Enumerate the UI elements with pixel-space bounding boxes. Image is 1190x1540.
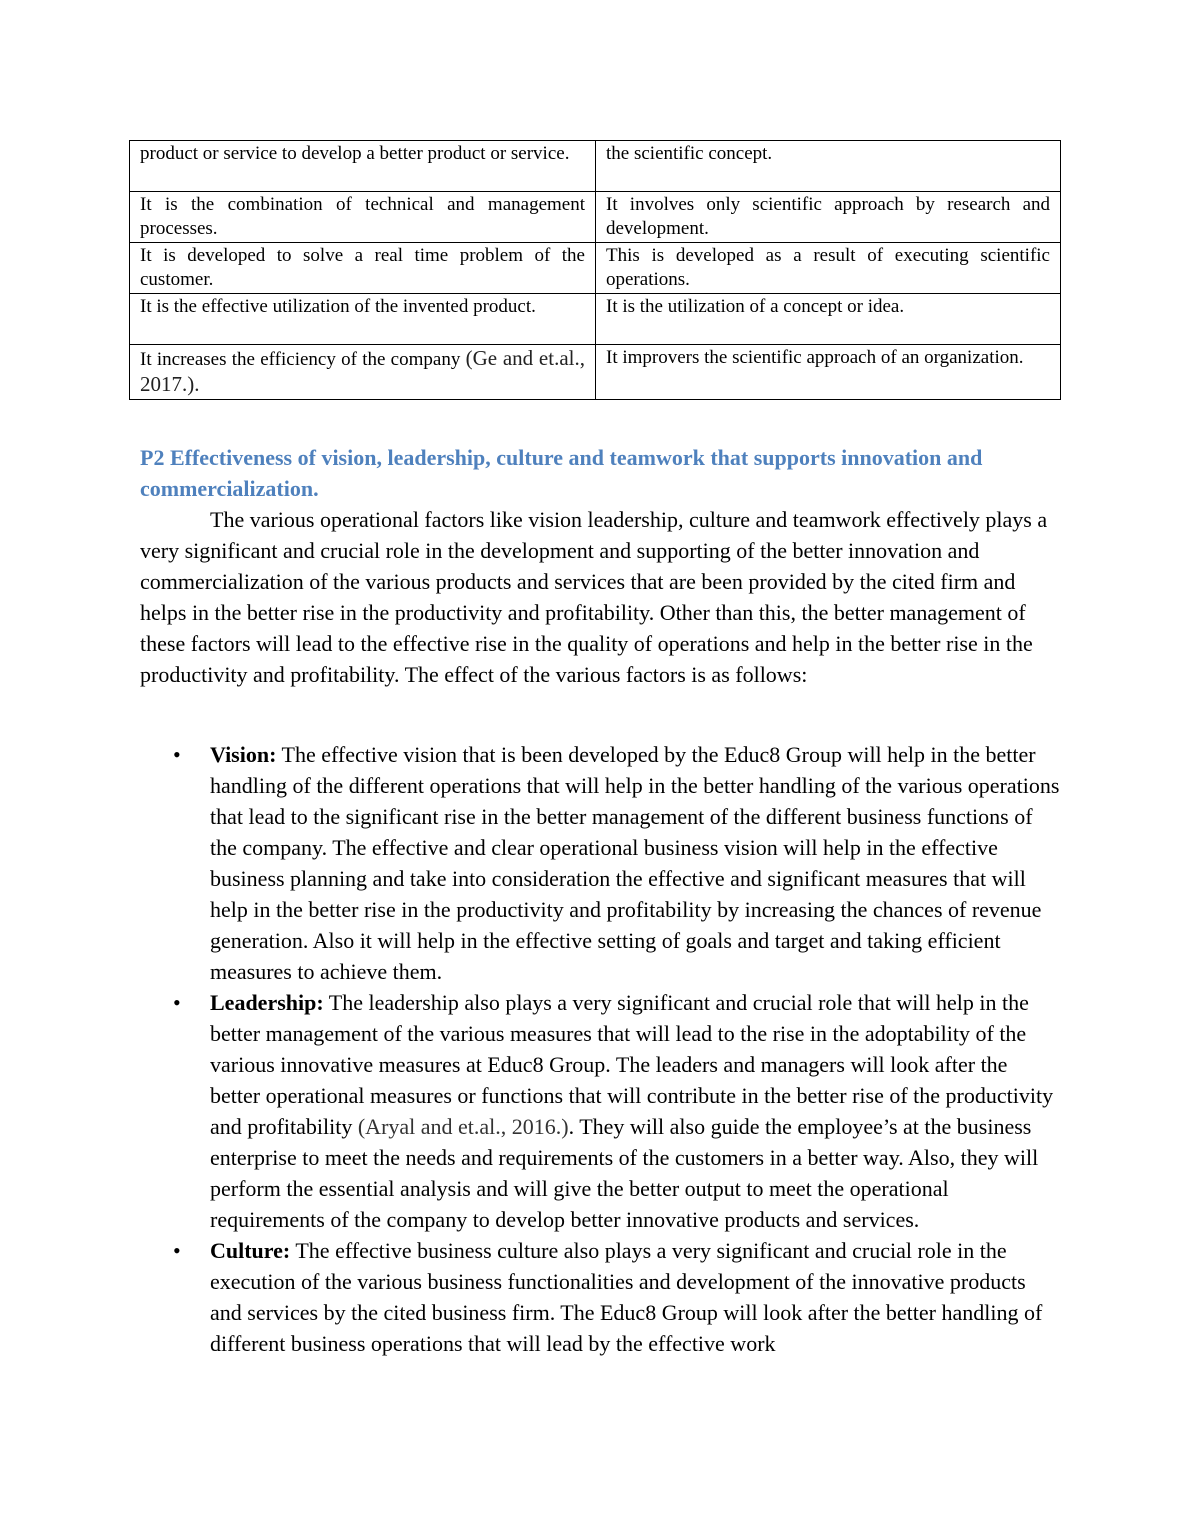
table-cell: It is the effective utilization of the invented product. (130, 294, 596, 345)
section-heading: P2 Effectiveness of vision, leadership, culture and teamwork that supports innovation and commercialization. (140, 445, 983, 501)
table-row (130, 141, 1061, 192)
table-cell: It is the utilization of a concept or idea. (596, 294, 1061, 345)
bullet-icon: • (173, 742, 181, 767)
table-cell: This is developed as a result of executing scientific operations. (596, 243, 1061, 294)
table-cell (130, 345, 596, 400)
table-cell: the scientific concept. (596, 141, 1061, 192)
table-row (130, 192, 1061, 243)
list-item-culture (140, 1235, 1060, 1359)
citation: (Ge and et.al., 2017.). (140, 346, 585, 396)
list-item-leadership (140, 987, 1060, 1235)
intro-text: The various operational factors like vision leadership, culture and teamwork effectively plays a very significant and crucial role in the development and supporting of the better innovation and commercialization of the various products and services that are been provided by the cited firm and helps in the better rise in the productivity and profitability. Other than this, the better management of these factors will lead to the effective rise in the quality of operations and help in the better rise in the productivity and profitability. The effect of the various factors is as follows: (140, 507, 1048, 687)
item-label: Leadership: (210, 990, 324, 1015)
factor-list (140, 739, 1060, 1359)
bullet-icon: • (173, 1238, 181, 1263)
table-cell: It is the combination of technical and management processes. (130, 192, 596, 243)
table-cell: It involves only scientific approach by research and development. (596, 192, 1061, 243)
table-cell: It is developed to solve a real time problem of the customer. (130, 243, 596, 294)
item-text: The leadership also plays a very significant and crucial role that will help in the better management of the various measures that will lead to the rise in the adoptability of the various innovative measures at Educ8 Group. The leaders and managers will look after the better operational measures or functions that will contribute in the better rise of the productivity and profitability (210, 990, 1054, 1139)
item-text: The effective business culture also plays a very significant and crucial role in the execution of the various business functionalities and development of the innovative products and services by the cited business firm. The Educ8 Group will look after the better handling of different business operations that will lead by the effective work (210, 1238, 1043, 1356)
comparison-table (129, 140, 1061, 400)
bullet-icon: • (173, 990, 181, 1015)
table-cell: It improvers the scientific approach of an organization. (596, 345, 1061, 400)
list-item-vision (140, 739, 1060, 987)
item-label: Culture: (210, 1238, 291, 1263)
table-row (130, 345, 1061, 400)
table-row (130, 294, 1061, 345)
item-text: . They will also guide the employee’s at the business enterprise to meet the needs and requirements of the customers in a better way. Also, they will perform the essential analysis and will give the better output to meet the operational requirements of the company to develop better innovative products and services. (210, 1114, 1039, 1232)
item-label: Vision: (210, 742, 277, 767)
table-cell: product or service to develop a better product or service. (130, 141, 596, 192)
citation: (Aryal and et.al., 2016.) (357, 1114, 569, 1139)
cell-text: It increases the efficiency of the company (140, 349, 466, 370)
intro-paragraph (140, 504, 1055, 690)
item-text: The effective vision that is been developed by the Educ8 Group will help in the better handling of the different operations that will help in the better handling of the various operations that lead to the significant rise in the better management of the different business functions of the company. The effective and clear operational business vision will help in the effective business planning and take into consideration the effective and significant measures that will help in the better rise in the productivity and profitability by increasing the chances of revenue generation. Also it will help in the effective setting of goals and target and taking efficient measures to achieve them. (210, 742, 1060, 984)
table-row (130, 243, 1061, 294)
